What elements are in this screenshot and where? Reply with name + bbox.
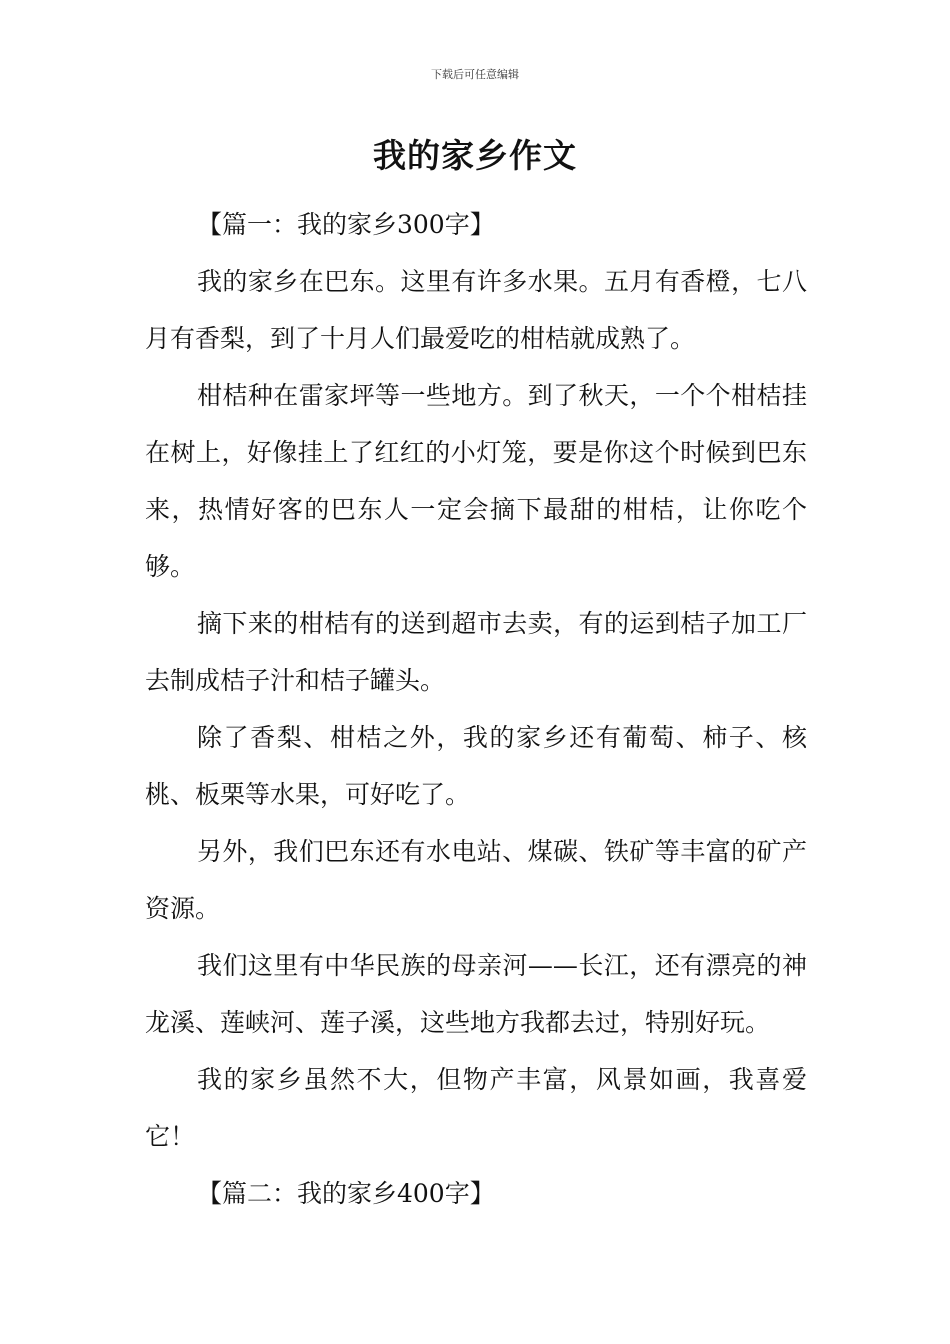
page-title: 我的家乡作文 — [373, 136, 577, 175]
paragraph: 除了香梨、柑桔之外，我的家乡还有葡萄、柿子、核桃、板栗等水果，可好吃了。 — [145, 723, 807, 809]
paragraph: 另外，我们巴东还有水电站、煤碳、铁矿等丰富的矿产资源。 — [145, 837, 807, 923]
paragraph: 我的家乡虽然不大，但物产丰富，风景如画，我喜爱它！ — [145, 1065, 807, 1151]
paragraph: 摘下来的柑桔有的送到超市去卖，有的运到桔子加工厂去制成桔子汁和桔子罐头。 — [145, 609, 807, 695]
paragraph: 我们这里有中华民族的母亲河——长江，还有漂亮的神龙溪、莲峡河、莲子溪，这些地方我都去过，特别好玩。 — [145, 951, 807, 1037]
document-body — [145, 196, 807, 1222]
section-heading-1: 【篇一：我的家乡300字】 — [197, 210, 495, 239]
header-note: 下载后可任意编辑 — [431, 68, 519, 81]
section-heading-2: 【篇二：我的家乡400字】 — [197, 1179, 495, 1208]
paragraph: 柑桔种在雷家坪等一些地方。到了秋天，一个个柑桔挂在树上，好像挂上了红红的小灯笼，要是你这个时候到巴东来，热情好客的巴东人一定会摘下最甜的柑桔，让你吃个够。 — [145, 381, 807, 581]
paragraph: 我的家乡在巴东。这里有许多水果。五月有香橙，七八月有香梨，到了十月人们最爱吃的柑桔就成熟了。 — [145, 267, 807, 353]
